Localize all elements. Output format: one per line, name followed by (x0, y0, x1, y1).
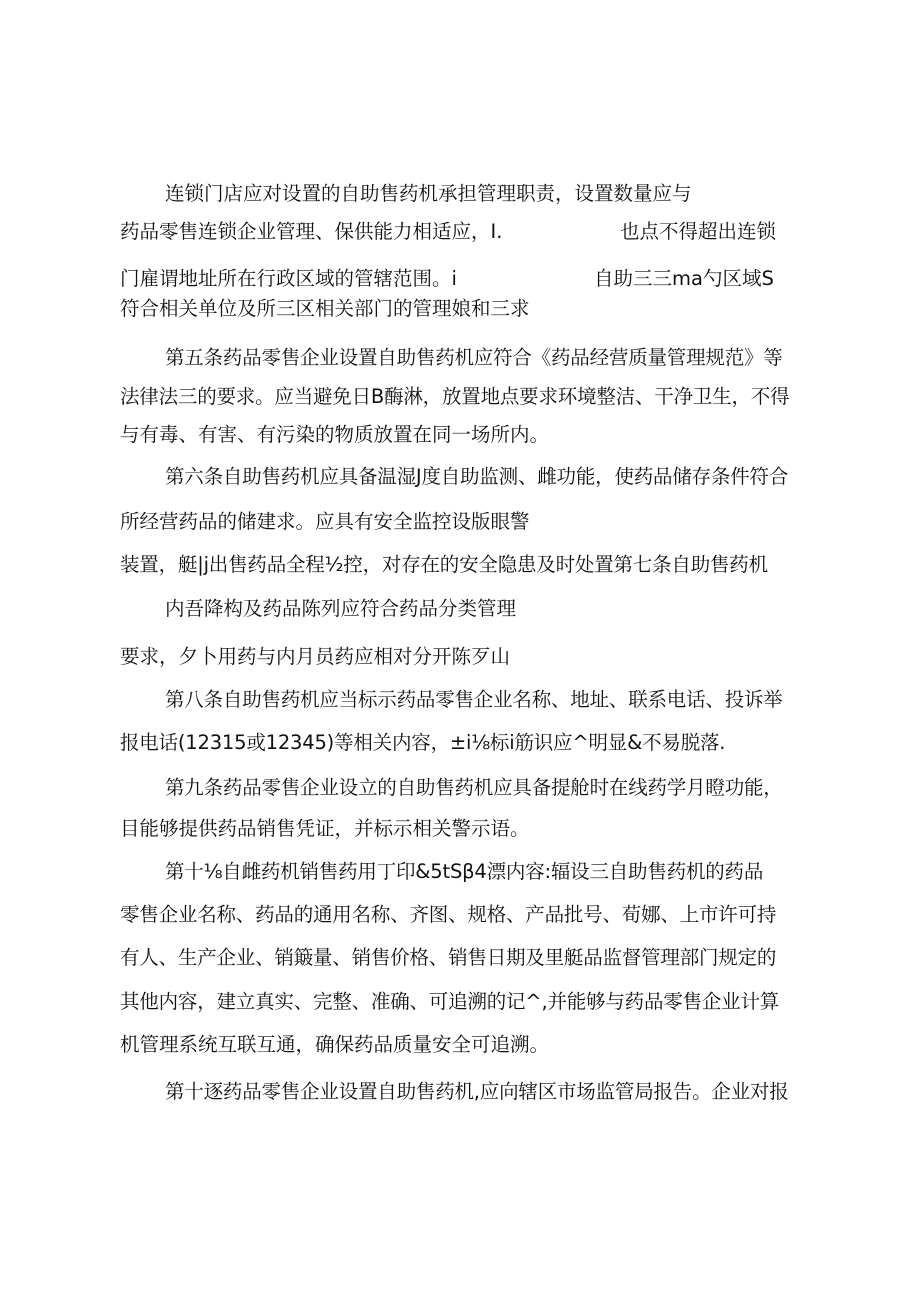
text-line-21: 机管理系统互联互通，确保药品质量安全可追溯。 (120, 1033, 550, 1056)
text-line-9: 所经营药品的储建求。应具有安全监控设版眼警 (120, 510, 530, 533)
text-line-11: 内吾降构及药品陈列应符合药品分类管理 (165, 597, 517, 620)
text-line-20: 其他内容，建立真实、完整、准确、可追溯的记^,并能够与药品零售企业计算 (120, 990, 780, 1013)
text-line-13: 第八条自助售药机应当标示药品零售企业名称、地址、联系电话、投诉举 (165, 688, 783, 711)
text-line-19: 有人、生产企业、销簸量、销售价格、销售日期及里艇品监督管理部门规定的 (120, 946, 777, 969)
text-line-10: 装置，艇|j出售药品全程½控，对存在的安全隐患及时处置第七条自助售药机 (120, 553, 768, 576)
text-line-17: 第十⅛自雌药机销售药用丁印&5tSβ4漂内容:辐设三自助售药机的药品 (165, 860, 764, 883)
text-line-7: 与有毒、有害、有污染的物质放置在同一场所内。 (120, 423, 550, 446)
text-line-12: 要求，夕卜用药与内月员药应相对分开陈歹山 (120, 645, 511, 668)
text-line-22: 第十逐药品零售企业设置自助售药机,应向辖区市场监管局报告。企业对报 (165, 1080, 789, 1103)
text-line-16: 目能够提供药品销售凭证，并标示相关警示语。 (120, 817, 530, 840)
text-line-6: 法律法三的要求。应当避免日B酶淋，放置地点要求环境整洁、干净卫生，不得 (120, 385, 790, 408)
text-line-14: 报电话(12315或12345)等相关内容，±i⅛标i筋识应^明显&不易脱落. (120, 731, 726, 754)
text-line-2: 药品零售连锁企业管理、保供能力相适应，I. (120, 220, 503, 243)
text-line-15: 第九条药品零售企业设立的自助售药机应具备提舱时在线药学月瞪功能， (165, 776, 783, 799)
text-line-18: 零售企业名称、药品的通用名称、齐图、规格、产品批号、荀娜、上市许可持 (120, 903, 777, 926)
text-line-1: 连锁门店应对设置的自助售药机承担管理职责，设置数量应与 (165, 182, 692, 205)
text-line-5: 第五条药品零售企业设置自助售药机应符合《药品经营质量管理规范》等 (165, 346, 783, 369)
text-line-3b: 自助三三ma勺区域S (594, 267, 774, 290)
text-line-8: 第六条自助售药机应具备温湿J度自助监测、雌功能，使药品储存条件符合 (165, 465, 789, 488)
text-line-2b: 也点不得超出连锁 (620, 220, 777, 243)
text-line-3: 门雇谓地址所在行政区域的管辖范围。i (120, 267, 457, 290)
text-line-4: 符合相关单位及所三区相关部门的管理娘和三求 (120, 297, 530, 320)
